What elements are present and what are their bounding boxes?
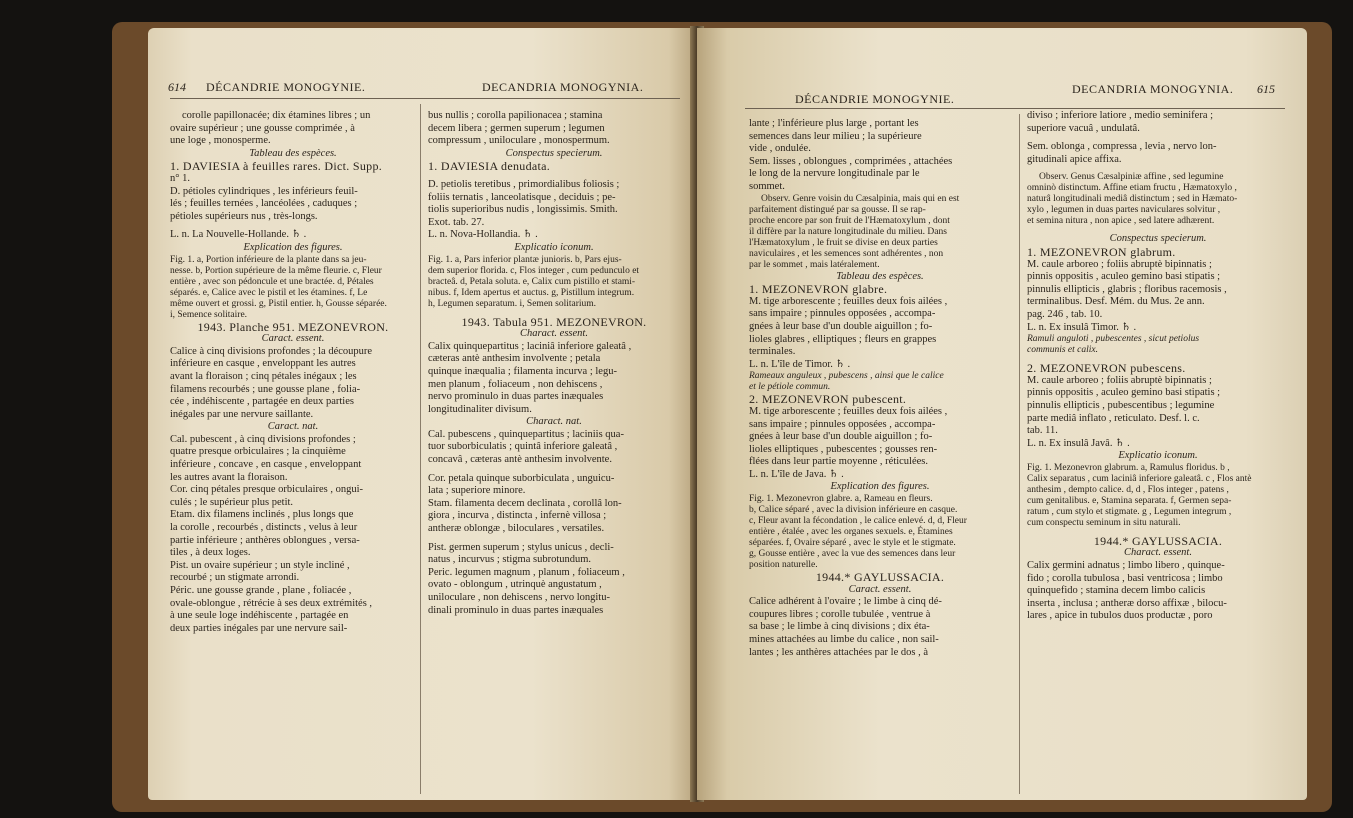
right-running-header-la: DECANDRIA MONOGYNIA. — [1072, 82, 1234, 96]
text-line: foliis ternatis , lanceolatisque , deciduis ; pe- — [428, 191, 616, 203]
text-line: tab. 11. — [1027, 425, 1058, 437]
text-line: uniloculare , non dehiscens , nervo longitu- — [428, 592, 610, 603]
text-line: L. n. Ex insulâ Javâ. ♄ . — [1027, 437, 1130, 449]
text-line: Explication des figures. — [243, 241, 343, 253]
text-line: 2. MEZONEVRON pubescent. — [749, 392, 907, 407]
text-line: communis et calix. — [1027, 345, 1098, 356]
text-line: une loge , monosperme. — [170, 135, 271, 147]
text-line: ratum , cum stylo et stigmate. g , Legumen integrum , — [1027, 506, 1232, 517]
text-line: L. n. L'île de Java. ♄ . — [749, 468, 844, 480]
text-line: gnées à leur base d'un double aiguillon ; fo- — [749, 320, 933, 332]
text-line: séparées. f, Ovaire séparé , avec le style et le stigmate. — [749, 538, 956, 549]
text-line: lioles elliptiques , pubescentes ; gousses ren- — [749, 443, 938, 455]
text-line: 1. DAVIESIA à feuilles rares. Dict. Supp. — [170, 159, 383, 174]
text-line: terminalibus. Desf. Mém. du Mus. 2e ann. — [1027, 296, 1205, 308]
text-line: à une seule loge indéhiscente , partagée en — [170, 610, 349, 622]
text-line: tiles , à deux loges. — [170, 547, 251, 559]
text-line: sans impaire ; pinnules opposées , accompa- — [749, 418, 936, 430]
text-line: Fig. 1. Mezonevron glabrum. a, Ramulus floridus. b , — [1027, 462, 1230, 473]
text-line: Calix germini adnatus ; limbo libero , quinque- — [1027, 560, 1225, 572]
text-line: M. caule arboreo ; foliis abruptè bipinnatis ; — [1027, 258, 1212, 270]
text-line: terminales. — [749, 346, 796, 358]
text-line: 1944.* GAYLUSSACIA. — [1093, 533, 1223, 548]
text-line: fido ; corolla tubulosa , basi ventricosa ; limbo — [1027, 572, 1223, 584]
left-header-rule — [170, 98, 680, 99]
right-page-french-column — [749, 118, 1011, 659]
text-line: b, Calice séparé , avec la division inférieure en casque. — [749, 505, 958, 516]
text-line: il diffère par la nature longitudinale du milieu. Dans — [749, 226, 947, 237]
text-line: dinali prominulo in duas partes inæquales — [428, 604, 604, 616]
text-line: gitudinali apice affixa. — [1027, 153, 1122, 165]
text-line: Fig. 1. a, Portion inférieure de la plante dans sa jeu- — [170, 254, 367, 265]
text-line: nibus. f, Idem apertus et auctus. g, Pistillum integrum. — [428, 287, 635, 298]
text-line: les autres avant la floraison. — [170, 471, 288, 483]
text-line: c, Fleur avant la fécondation , le calice enlevé. d, d, Fleur — [749, 516, 967, 527]
text-line: naviculaires , et les semences sont adhérentes , non — [749, 248, 944, 259]
text-line: cée , indéhiscente , partagée en deux parties — [170, 396, 354, 408]
left-running-header-fr: DÉCANDRIE MONOGYNIE. — [206, 80, 366, 94]
right-column-divider — [1019, 114, 1020, 794]
text-line: Calice à cinq divisions profondes ; la découpure — [170, 345, 373, 357]
text-line: L. n. Nova-Hollandia. ♄ . — [428, 229, 538, 241]
text-line: 1. MEZONEVRON glabrum. — [1027, 244, 1176, 259]
text-line: M. tige arborescente ; feuilles deux fois ailées , — [749, 295, 948, 307]
text-line: concavâ , cæteras antè anthesim involvente. — [428, 454, 612, 466]
left-page-number: 614 — [168, 80, 186, 94]
text-line: même ouvert et grossi. g, Pistil entier. h, Gousse séparée. — [170, 298, 387, 309]
text-line: superiore vacuâ , undulatâ. — [1027, 122, 1140, 134]
text-line: le long de la nervure longitudinale par le — [749, 168, 920, 180]
text-line: omninò distinctum. Affine etiam fructu , Hæmatoxylo , — [1027, 183, 1237, 194]
text-line: Stam. filamenta decem declinata , corollâ lon- — [428, 497, 622, 509]
right-running-header-fr: DÉCANDRIE MONOGYNIE. — [795, 92, 955, 106]
text-line: lata ; superiore minore. — [428, 485, 526, 497]
text-line: position naturelle. — [749, 560, 818, 571]
text-line: Fig. 1. Mezonevron glabre. a, Rameau en fleurs. — [749, 494, 933, 505]
text-line: avant la floraison ; cinq pétales inégaux ; les — [170, 370, 357, 382]
text-line: cum conspectu seminum in situ naturali. — [1027, 517, 1181, 528]
text-line: L. n. L'île de Timor. ♄ . — [749, 358, 851, 370]
text-line: n° 1. — [170, 172, 190, 184]
text-line: corolle papillonacée; dix étamines libres ; un — [182, 110, 371, 121]
text-line: Charact. nat. — [526, 416, 582, 428]
text-line: 1. MEZONEVRON glabre. — [749, 282, 888, 297]
text-line: partie inférieure ; anthères oblongues , versa- — [170, 534, 360, 546]
text-line: quinque inæqualia ; filamenta incurva ; legu- — [428, 365, 617, 377]
text-line: sommet. — [749, 180, 785, 192]
text-line: i, Semence solitaire. — [170, 309, 248, 320]
text-line: natus , incurvus ; stigma subrotundum. — [428, 554, 592, 566]
text-line: longitudinaliter divisum. — [428, 403, 532, 415]
text-line: 1944.* GAYLUSSACIA. — [815, 570, 945, 585]
text-line: xylo , legumen in duas partes naviculares solvitur , — [1027, 205, 1221, 216]
text-line: Peric. legumen magnum , planum , foliaceum , — [428, 566, 625, 578]
left-column-divider — [420, 104, 421, 794]
text-line: quinquefido ; stamina decem limbo calicis — [1027, 585, 1206, 597]
text-line: Péric. une gousse grande , plane , foliacée , — [170, 585, 352, 596]
left-page-latin-column — [428, 110, 680, 617]
text-line: Conspectus specierum. — [1109, 233, 1207, 245]
text-line: Sem. lisses , oblongues , comprimées , attachées — [749, 155, 953, 167]
text-line: cæteras antè anthesim involvente ; petala — [428, 353, 601, 365]
text-line: L. n. Ex insulâ Timor. ♄ . — [1027, 321, 1137, 333]
right-page-latin-column — [1027, 110, 1289, 623]
text-line: lantes ; les anthères attachées par le dos , à — [749, 646, 929, 658]
text-line: par le sommet , mais latéralement. — [749, 259, 880, 270]
text-line: Observ. Genre voisin du Cæsalpinia, mais qui en est — [761, 193, 960, 204]
text-line: filamens recourbés ; une gousse plane , folia- — [170, 383, 361, 395]
text-line: 1. DAVIESIA denudata. — [428, 159, 551, 174]
text-line: 2. MEZONEVRON pubescens. — [1027, 361, 1186, 376]
text-line: D. petiolis teretibus , primordialibus foliosis ; — [428, 178, 620, 190]
text-line: Caract. nat. — [267, 421, 319, 433]
text-line: semences dans leur milieu ; la supérieure — [749, 130, 922, 142]
left-page-french-column — [170, 110, 416, 635]
text-line: tiolis superioribus nudis , longissimis. Smith. — [428, 204, 618, 216]
text-line: sa base ; le limbe à cinq divisions ; dix éta- — [749, 621, 930, 633]
text-line: naturâ longitudinali mediâ distinctum ; sed in Hæmato- — [1027, 194, 1238, 205]
text-line: lioles glabres , elliptiques ; fleurs en grappes — [749, 333, 937, 345]
text-line: Pist. germen superum ; stylus unicus , decli- — [428, 541, 614, 553]
text-line: Tableau des espèces. — [836, 270, 924, 282]
right-header-rule — [745, 108, 1285, 109]
text-line: coupures libres ; corolle tubulée , ventrue à — [749, 608, 931, 620]
text-line: lares , apice in tubulos duos productæ , poro — [1027, 610, 1213, 622]
text-line: Cal. pubescent , à cinq divisions profondes ; — [170, 433, 356, 445]
text-line: M. caule arboreo ; foliis abruptè bipinnatis ; — [1027, 374, 1212, 386]
text-line: recourbé ; un stigmate arrondi. — [170, 572, 300, 584]
text-line: Ramuli anguloti , pubescentes , sicut petiolus — [1027, 334, 1200, 345]
text-line: Observ. Genus Cæsalpiniæ affine , sed legumine — [1039, 172, 1224, 183]
text-line: Sem. oblonga , compressa , levia , nervo lon- — [1027, 141, 1217, 153]
left-page — [148, 28, 696, 800]
text-line: Calix separatus , cum laciniâ inferiore galeatâ. c , Flos antè — [1027, 473, 1252, 484]
text-line: proche encore par son fruit de l'Hæmatoxylum , dont — [749, 215, 950, 226]
text-line: gnées à leur base d'un double aiguillon ; fo- — [749, 431, 933, 443]
text-line: Explicatio iconum. — [1118, 450, 1198, 462]
text-line: Cor. petala quinque suborbiculata , unguicu- — [428, 472, 615, 484]
text-line: Charact. essent. — [520, 328, 588, 340]
text-line: cum genitalibus. e, Stamina separata. f, Germen sepa- — [1027, 495, 1232, 506]
text-line: Explication des figures. — [830, 481, 930, 493]
text-line: et semina nitura , non apice , sed latere adhærent. — [1027, 216, 1215, 227]
text-line: pinnis oppositis , aculeo gemino basi stipatis ; — [1027, 271, 1221, 283]
text-line: entière , étalée , avec les organes sexuels. e, Étamines — [749, 527, 953, 538]
text-line: séparés. e, Calice avec le pistil et les étamines. f, Le — [170, 287, 368, 298]
text-line: Cor. cinq pétales presque orbiculaires , ongui- — [170, 484, 364, 496]
text-line: Caract. essent. — [848, 583, 912, 595]
text-line: Explicatio iconum. — [514, 241, 594, 253]
text-line: mines attachées au limbe du calice , non sail- — [749, 634, 939, 646]
text-line: decem libera ; germen superum ; legumen — [428, 122, 605, 134]
text-line: culés ; le supérieur plus petit. — [170, 496, 294, 508]
text-line: Pist. un ovaire supérieur ; un style incliné , — [170, 559, 350, 571]
text-line: compressum , uniloculare , monospermum. — [428, 135, 610, 147]
text-line: l'Hæmatoxylum , le fruit se divise en deux parties — [749, 237, 938, 248]
text-line: flées dans leur partie moyenne , réticulées. — [749, 456, 929, 468]
text-line: Conspectus specierum. — [505, 147, 603, 159]
text-line: diviso ; inferiore latiore , medio seminifera ; — [1027, 110, 1214, 121]
text-line: M. tige arborescente ; feuilles deux fois ailées , — [749, 405, 948, 417]
text-line: bracteâ. d, Petala soluta. e, Calix cum pistillo et stami- — [428, 276, 636, 287]
text-line: Rameaux anguleux , pubescens , ainsi que le calice — [749, 371, 944, 382]
text-line: Tableau des espèces. — [249, 147, 337, 159]
text-line: h, Legumen separatum. i, Semen solitarium. — [428, 298, 597, 309]
text-line: pag. 246 , tab. 10. — [1027, 308, 1103, 320]
text-line: Caract. essent. — [261, 333, 325, 345]
text-line: inférieure , concave , en casque , enveloppant — [170, 459, 362, 471]
text-line: dem superior florida. c, Flos integer , cum pedunculo et — [428, 265, 640, 276]
text-line: Charact. essent. — [1124, 547, 1192, 559]
text-line: inserta , inclusa ; antheræ dorso affixæ , bilocu- — [1027, 597, 1227, 609]
text-line: tuor suborbiculatis ; quintâ inferiore galeatâ , — [428, 441, 618, 453]
text-line: ovale-oblongue , rétrécie à ses deux extrémités , — [170, 597, 373, 609]
text-line: bus nullis ; corolla papilionacea ; stamina — [428, 110, 603, 121]
text-line: antheræ oblongæ , biloculares , versatiles. — [428, 523, 605, 535]
right-page-number: 615 — [1257, 82, 1275, 96]
text-line: Etam. dix filamens inclinés , plus longs que — [170, 509, 354, 521]
text-line: g, Gousse entière , avec la vue des semences dans leur — [749, 549, 956, 560]
text-line: Fig. 1. a, Pars inferior plantæ junioris. b, Pars ejus- — [428, 254, 622, 265]
text-line: anthesim , dempto calice. d, d , Flos integer , patens , — [1027, 484, 1229, 495]
text-line: inégales par une nervure saillante. — [170, 408, 314, 420]
left-running-header-la: DECANDRIA MONOGYNIA. — [482, 80, 644, 94]
text-line: lés ; feuilles ternées , lancéolées , caduques ; — [170, 198, 358, 210]
text-line: entière , avec son pédoncule et une bractée. d, Pétales — [170, 276, 374, 287]
text-line: pinnulis ellipticis , pubescentibus ; legumine — [1027, 399, 1215, 411]
text-line: Exot. tab. 27. — [428, 216, 485, 228]
text-line: 1943. Planche 951. MEZONEVRON. — [197, 319, 389, 334]
text-line: 1943. Tabula 951. MEZONEVRON. — [461, 314, 647, 329]
text-line: ovaire supérieur ; une gousse comprimée , à — [170, 122, 355, 134]
text-line: giora , incurva , distincta , infernè villosa ; — [428, 510, 607, 522]
text-line: quatre presque orbiculaires ; la cinquième — [170, 446, 346, 458]
text-line: et le pétiole commun. — [749, 382, 831, 393]
text-line: vide , ondulée. — [749, 143, 811, 155]
text-line: pinnulis ellipticis , glabris ; floribus racemosis , — [1027, 283, 1227, 295]
text-line: nervo prominulo in duas partes inæquales — [428, 391, 604, 403]
text-line: lante ; l'inférieure plus large , portant les — [749, 118, 919, 129]
text-line: men planum , foliaceum , non dehiscens , — [428, 378, 603, 390]
text-line: la corolle , recourbés , distincts , velus à leur — [170, 522, 358, 534]
text-line: L. n. La Nouvelle-Hollande. ♄ . — [170, 229, 307, 241]
text-line: Calice adhérent à l'ovaire ; le limbe à cinq dé- — [749, 596, 942, 608]
text-line: deux parties inégales par une nervure sail- — [170, 622, 348, 634]
text-line: sans impaire ; pinnules opposées , accompa- — [749, 308, 936, 320]
text-line: pétioles supérieurs nus , très-longs. — [170, 210, 318, 222]
text-line: nesse. b, Portion supérieure de la même fleurie. c, Fleur — [170, 265, 382, 276]
text-line: inférieure en casque , enveloppant les autres — [170, 358, 356, 370]
text-line: D. pétioles cylindriques , les inférieurs feuil- — [170, 185, 358, 197]
text-line: Cal. pubescens , quinquepartitus ; laciniis qua- — [428, 428, 624, 440]
text-line: parte mediâ inflato , reticulato. Desf. l. c. — [1027, 412, 1200, 424]
right-page — [697, 28, 1307, 800]
text-line: Calix quinquepartitus ; laciniâ inferiore galeatâ , — [428, 340, 632, 352]
text-line: parfaitement distingué par sa gousse. Il se rap- — [749, 204, 926, 215]
text-line: ovato - oblongum , utrinquè angustatum , — [428, 579, 602, 591]
text-line: pinnis oppositis , aculeo gemino basi stipatis ; — [1027, 387, 1221, 399]
